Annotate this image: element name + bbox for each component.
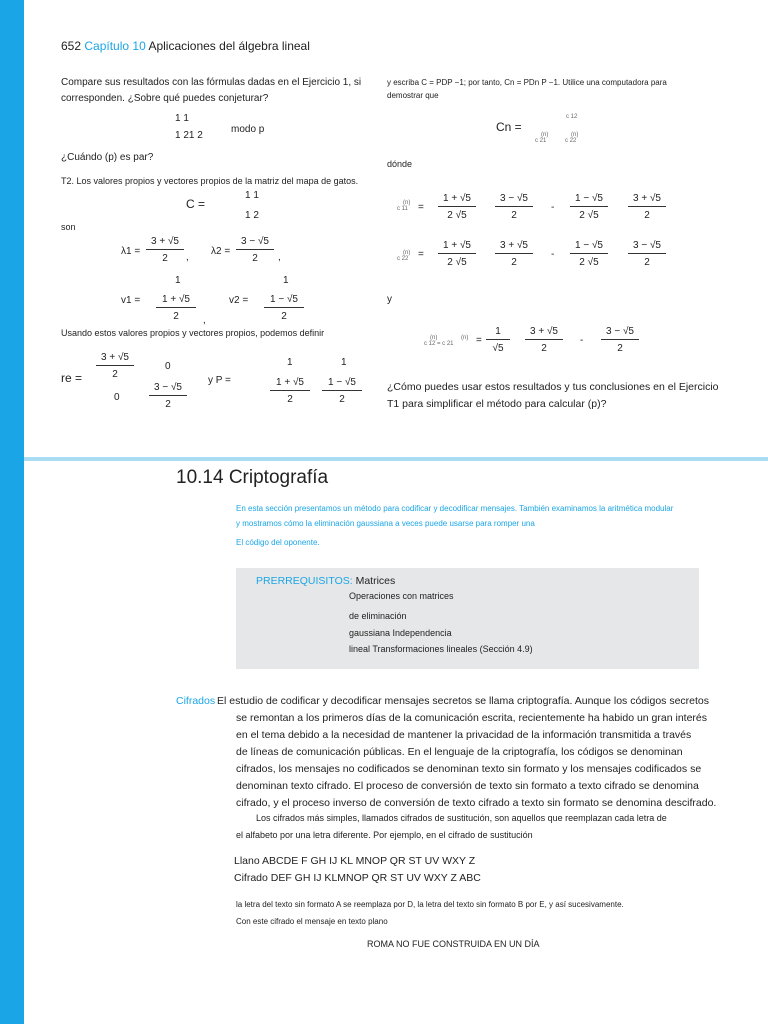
fraction-denominator: 2 [644, 257, 650, 268]
body-line: cifrados, los mensajes no codificados se denominan texto sin formato y los mensajes codificados se [236, 763, 702, 775]
yp-label: y P = [208, 375, 231, 386]
example-line1: la letra del texto sin formato A se reemplaza por D, la letra del texto sin formato B por E, y así sucesivamente. [236, 900, 624, 909]
fraction-denominator: 2 [511, 210, 517, 221]
matrix-row2: 1 21 2 [175, 130, 203, 141]
re-label: re = [61, 371, 83, 385]
when-even-question: ¿Cuándo (p) es par? [61, 152, 154, 163]
superscript-n: (n) [430, 335, 438, 341]
fraction-numerator: 1 − √5 [570, 240, 608, 254]
c22-frac-b [495, 240, 533, 268]
body-line: en el tema debido a la necesidad de mantener la privacidad de la información transmitida a través [236, 729, 692, 741]
page-number: 652 [61, 39, 82, 53]
using-eigen-text: Usando estos valores propios y vectores propios, podemos definir [61, 328, 325, 338]
minus-sign: - [551, 202, 555, 213]
fraction-numerator: 3 − √5 [628, 240, 666, 254]
fraction-denominator: 2 [287, 394, 293, 405]
prereq-item: Operaciones con matrices [349, 591, 454, 601]
comma: , [186, 252, 189, 263]
fraction-numerator: 3 − √5 [149, 382, 187, 396]
c-label: C = [186, 197, 206, 211]
fraction-numerator: 3 − √5 [236, 236, 274, 250]
lambda2-label: λ2 = [211, 246, 231, 257]
c-row1: 1 1 [245, 190, 259, 201]
question-line1: ¿Cómo puedes usar estos resultados y tus conclusiones en el Ejercicio [387, 381, 719, 393]
fraction-numerator: 1 − √5 [570, 193, 608, 207]
fraction-numerator: 3 + √5 [628, 193, 666, 207]
matrix-row1: 1 1 [175, 113, 189, 124]
c22-frac-d [628, 240, 666, 268]
section-intro-line2: y mostramos cómo la eliminación gaussiana a veces puede usarse para romper una [236, 519, 535, 528]
superscript-n: (n) [541, 132, 549, 138]
section-intro-line1: En esta sección presentamos un método para codificar y decodificar mensajes. También examinamos la aritmética modular [236, 504, 674, 513]
fraction-denominator: 2 [252, 253, 258, 264]
superscript-n: (n) [571, 132, 579, 138]
c11-label: c 11 [397, 206, 408, 212]
cipher-alphabet-row: Cifrado DEF GH IJ KLMNOP QR ST UV WXY Z ABC [234, 872, 481, 884]
d11-fraction [96, 352, 134, 380]
t2-exercise: T2. Los valores propios y vectores propios de la matriz del mapa de gatos. [61, 176, 359, 186]
lambda2-fraction [236, 236, 274, 264]
fraction-denominator: 2 [644, 210, 650, 221]
cn-label: Cn = [496, 120, 522, 134]
fraction-denominator: 2 [173, 311, 179, 322]
fraction-numerator: 3 − √5 [601, 326, 639, 340]
chapter-label: Capítulo 10 [84, 39, 146, 53]
plain-alphabet-row: Llano ABCDE F GH IJ KL MNOP QR ST UV WXY Z [234, 855, 476, 867]
fraction-denominator: 2 √5 [447, 210, 467, 221]
fraction-denominator: 2 √5 [579, 257, 599, 268]
fraction-denominator: √5 [492, 343, 504, 354]
example-line2: Con este cifrado el mensaje en texto plano [236, 917, 388, 926]
equals: = [418, 249, 424, 260]
left-intro-line2: corresponden. ¿Sobre qué puedes conjeturar? [61, 93, 269, 104]
cn-c12: c 12 [566, 114, 578, 120]
left-intro-line1: Compare sus resultados con las fórmulas dadas en el Ejercicio 1, si [61, 77, 362, 88]
fraction-numerator: 1 + √5 [438, 240, 476, 254]
c12-frac-c [601, 326, 639, 354]
chapter-title: Aplicaciones del álgebra lineal [148, 39, 310, 53]
fraction-denominator: 2 [112, 369, 118, 380]
p21-fraction [270, 377, 310, 405]
c11-frac-b [495, 193, 533, 221]
superscript-n: (n) [403, 200, 411, 206]
substitution-line2: el alfabeto por una letra diferente. Por ejemplo, en el cifrado de sustitución [236, 830, 533, 840]
prereq-heading [256, 575, 395, 587]
c-row2: 1 2 [245, 210, 259, 221]
comma: , [278, 252, 281, 263]
v1-top-entry: 1 [175, 275, 181, 286]
section-intro-line3: El código del oponente. [236, 538, 320, 547]
p22-fraction [322, 377, 362, 405]
d22-fraction [149, 382, 187, 410]
fraction-numerator: 3 + √5 [96, 352, 134, 366]
superscript-n: (n) [461, 335, 469, 341]
p11-one: 1 [287, 357, 293, 368]
fraction-denominator: 2 √5 [579, 210, 599, 221]
c11-frac-a [438, 193, 476, 221]
page-sidebar-bar [0, 0, 24, 1024]
v2-fraction [264, 294, 304, 322]
fraction-denominator: 2 [511, 257, 517, 268]
modo-label: modo p [231, 124, 265, 135]
p12-one: 1 [341, 357, 347, 368]
fraction-numerator: 3 + √5 [525, 326, 563, 340]
cn-c22: c 22 [565, 138, 577, 144]
plaintext-message: ROMA NO FUE CONSTRUIDA EN UN DÍA [367, 939, 540, 949]
section-title: 10.14 Criptografía [176, 467, 329, 488]
v2-top-entry: 1 [283, 275, 289, 286]
fraction-numerator: 1 + √5 [156, 294, 196, 308]
superscript-n: (n) [403, 250, 411, 256]
c22-label: c 22 [397, 256, 409, 262]
c12-c21-label: c 12 = c 21 [424, 341, 454, 347]
comma: , [203, 315, 206, 326]
cifrados-margin-label: Cifrados [176, 695, 216, 707]
fraction-denominator: 2 [162, 253, 168, 264]
body-line: de líneas de comunicación públicas. En el lenguaje de la criptografía, los códigos se denominan [236, 746, 683, 758]
minus-sign: - [551, 249, 555, 260]
c12-frac-b [525, 326, 563, 354]
fraction-numerator: 3 − √5 [495, 193, 533, 207]
fraction-numerator: 1 − √5 [264, 294, 304, 308]
fraction-numerator: 3 + √5 [495, 240, 533, 254]
c12-frac-a [486, 326, 510, 354]
c22-frac-a [438, 240, 476, 268]
y-label: y [387, 294, 392, 305]
fraction-numerator: 1 − √5 [322, 377, 362, 391]
fraction-denominator: 2 [165, 399, 171, 410]
section-divider [24, 457, 768, 461]
cn-c21: c 21 [535, 138, 547, 144]
c22-frac-c [570, 240, 608, 268]
d12-zero: 0 [165, 361, 171, 372]
fraction-denominator: 2 [339, 394, 345, 405]
question-line2: T1 para simplificar el método para calcular (p)? [387, 398, 607, 410]
substitution-line1: Los cifrados más simples, llamados cifrados de sustitución, son aquellos que reemplazan cada letra de [256, 813, 667, 823]
prereq-item: Matrices [355, 575, 396, 587]
c11-frac-c [570, 193, 608, 221]
page-header [61, 39, 310, 53]
d21-zero: 0 [114, 392, 120, 403]
fraction-numerator: 1 [486, 326, 510, 340]
equals: = [418, 202, 424, 213]
body-line: cifrado, y el proceso inverso de conversión de texto cifrado a texto sin formato se denomina descifrado. [236, 797, 717, 809]
v1-fraction [156, 294, 196, 322]
fraction-numerator: 3 + √5 [146, 236, 184, 250]
right-intro-line2: demostrar que [387, 91, 439, 100]
body-line: se remontan a los primeros días de la comunicación escrita, recientemente ha habido un gran interés [236, 712, 708, 724]
fraction-numerator: 1 + √5 [438, 193, 476, 207]
right-intro-line1: y escriba C = PDP −1; por tanto, Cn = PDn P −1. Utilice una computadora para [387, 78, 667, 87]
prereq-item: lineal Transformaciones lineales (Sección 4.9) [349, 644, 533, 654]
body-line: denominan texto cifrado. El proceso de conversión de texto sin formato a texto cifrado se denomina [236, 780, 699, 792]
donde-label: dónde [387, 159, 413, 169]
prereq-label: PRERREQUISITOS: [256, 575, 353, 587]
fraction-denominator: 2 [617, 343, 623, 354]
fraction-numerator: 1 + √5 [270, 377, 310, 391]
fraction-denominator: 2 [281, 311, 287, 322]
body-line: El estudio de codificar y decodificar mensajes secretos se llama criptografía. Aunque los códigos secretos [217, 695, 710, 707]
c11-frac-d [628, 193, 666, 221]
equals: = [476, 335, 482, 346]
son-label: son [61, 222, 76, 232]
fraction-denominator: 2 √5 [447, 257, 467, 268]
prereq-item: gaussiana Independencia [349, 628, 452, 638]
v2-label: v2 = [229, 295, 249, 306]
prereq-item: de eliminación [349, 611, 407, 621]
v1-label: v1 = [121, 295, 141, 306]
fraction-denominator: 2 [541, 343, 547, 354]
minus-sign: - [580, 335, 584, 346]
lambda1-label: λ1 = [121, 246, 141, 257]
lambda1-fraction [146, 236, 184, 264]
